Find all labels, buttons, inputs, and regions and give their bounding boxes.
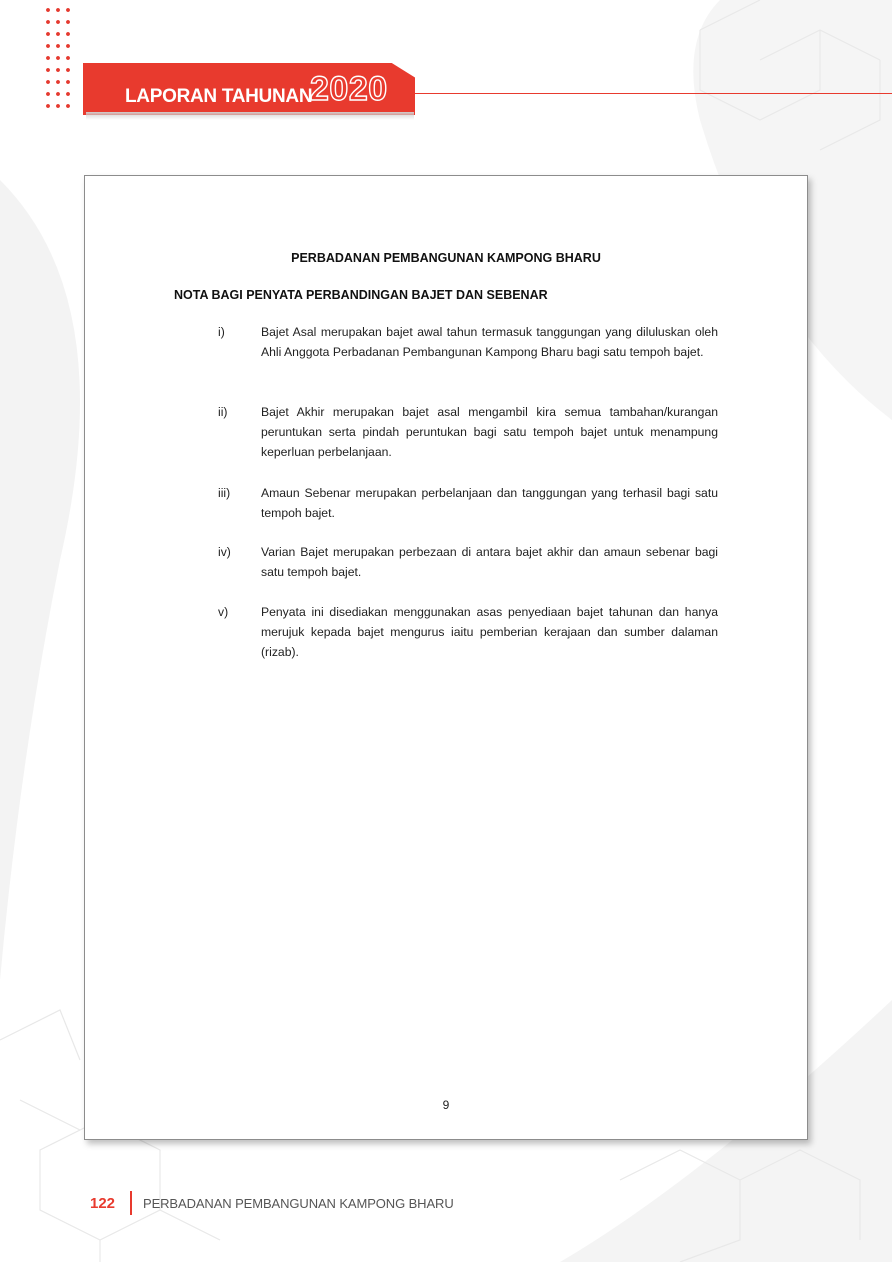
banner-shadow (86, 112, 414, 120)
note-text: Penyata ini disediakan menggunakan asas penyediaan bajet tahunan dan hanya merujuk kepada bajet mengurus iaitu pemberian kerajaan dan sumber dalaman (rizab). (261, 605, 718, 659)
footer-separator (130, 1191, 132, 1215)
note-number: ii) (218, 405, 228, 419)
header-divider-line (415, 93, 892, 94)
note-number: iii) (218, 486, 231, 500)
note-item (218, 602, 718, 662)
note-number: i) (218, 325, 225, 339)
note-text: Varian Bajet merupakan perbezaan di antara bajet akhir dan amaun sebenar bagi satu tempoh bajet. (261, 545, 718, 579)
decorative-dots (43, 4, 75, 116)
report-title: LAPORAN TAHUNAN (125, 86, 313, 107)
note-number: v) (218, 605, 229, 619)
scanned-document-page (84, 175, 808, 1140)
footer-page-number: 122 (90, 1195, 116, 1212)
document-page-number: 9 (442, 1098, 450, 1112)
document-subtitle: NOTA BAGI PENYATA PERBANDINGAN BAJET DAN SEBENAR (174, 288, 548, 302)
note-item (218, 402, 718, 462)
note-item (218, 542, 718, 582)
report-year: 2020 (310, 70, 388, 108)
footer-organization: PERBADANAN PEMBANGUNAN KAMPONG BHARU (143, 1196, 454, 1211)
note-text: Bajet Akhir merupakan bajet asal mengambil kira semua tambahan/kurangan peruntukan serta pindah peruntukan bagi satu tempoh bajet untuk menampung keperluan perbelanjaan. (261, 405, 718, 459)
note-item (218, 322, 718, 362)
note-text: Amaun Sebenar merupakan perbelanjaan dan tanggungan yang terhasil bagi satu tempoh bajet. (261, 486, 718, 520)
note-text: Bajet Asal merupakan bajet awal tahun termasuk tanggungan yang diluluskan oleh Ahli Anggota Perbadanan Pembangunan Kampong Bharu bagi satu tempoh bajet. (261, 325, 718, 359)
document-title: PERBADANAN PEMBANGUNAN KAMPONG BHARU (291, 251, 601, 265)
note-number: iv) (218, 545, 231, 559)
note-item (218, 483, 718, 523)
